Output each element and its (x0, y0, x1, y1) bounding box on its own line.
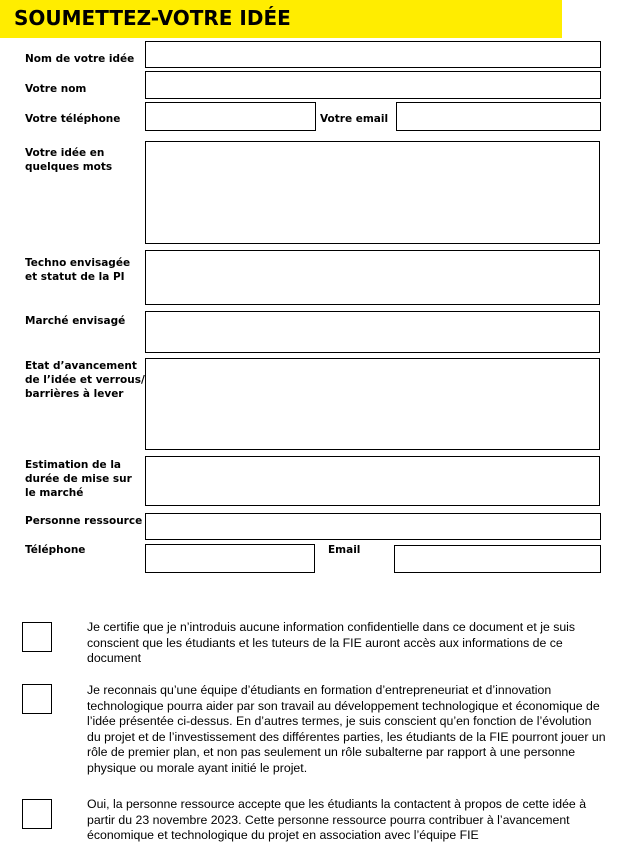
idea-name-input[interactable] (145, 41, 601, 68)
resource-phone-label: Téléphone (25, 544, 86, 556)
consent-text-contact: Oui, la personne ressource accepte que les étudiants la contactent à propos de cette idée à partir du 23 novembre 2023. Cette personne ressource pourra contribuer à l’avancement économique et technologique du projet en association avec l’équipe FIE (87, 797, 587, 843)
market-textarea[interactable] (145, 311, 600, 353)
resource-person-input[interactable] (145, 513, 601, 540)
idea-summary-textarea[interactable] (145, 141, 600, 244)
resource-email-label: Email (328, 544, 361, 556)
idea-summary-label: Votre idée en quelques mots (25, 147, 113, 173)
progress-textarea[interactable] (145, 358, 600, 450)
name-label: Votre nom (25, 83, 87, 95)
progress-label: Etat d’avancement de l’idée et verrous/ barrières à lever (25, 360, 145, 400)
resource-email-input[interactable] (394, 545, 601, 573)
time-to-market-textarea[interactable] (145, 456, 600, 506)
consent-checkbox-contact[interactable] (22, 799, 52, 829)
consent-text-confidential: Je certifie que je n’introduis aucune information confidentielle dans ce document et je suis conscient que les étudiants et les tuteurs de la FIE auront accès aux informations de ce document (87, 620, 576, 666)
consent-text-team-role: Je reconnais qu’une équipe d’étudiants en formation d’entrepreneuriat et d’innovation technologique pourra aider par son travail au développement technologique et économique de l’idée présentée ci-dessus. En d’autres termes, je suis conscient qu’en fonction de l’évolution du projet et de l’investissement des différentes parties, les étudiants de la FIE pourront jouer un rôle de premier plan, et non pas seulement un rôle subalterne par rapport à une personne physique ou morale ayant initié le projet. (87, 683, 606, 775)
techno-textarea[interactable] (145, 250, 600, 305)
resource-phone-input[interactable] (145, 544, 315, 573)
time-to-market-label: Estimation de la durée de mise sur le marché (25, 459, 132, 499)
idea-name-label: Nom de votre idée (25, 53, 135, 65)
page-title: SOUMETTEZ-VOTRE IDÉE (14, 6, 291, 30)
consent-checkbox-confidential[interactable] (22, 622, 52, 652)
email-label: Votre email (320, 113, 389, 125)
phone-label: Votre téléphone (25, 113, 121, 125)
consent-checkbox-team-role[interactable] (22, 684, 52, 714)
name-input[interactable] (145, 71, 601, 99)
title-banner (0, 0, 562, 38)
phone-input[interactable] (145, 102, 316, 131)
techno-label: Techno envisagée et statut de la PI (25, 257, 131, 283)
market-label: Marché envisagé (25, 315, 126, 327)
email-input[interactable] (396, 102, 601, 131)
resource-person-label: Personne ressource (25, 515, 143, 527)
